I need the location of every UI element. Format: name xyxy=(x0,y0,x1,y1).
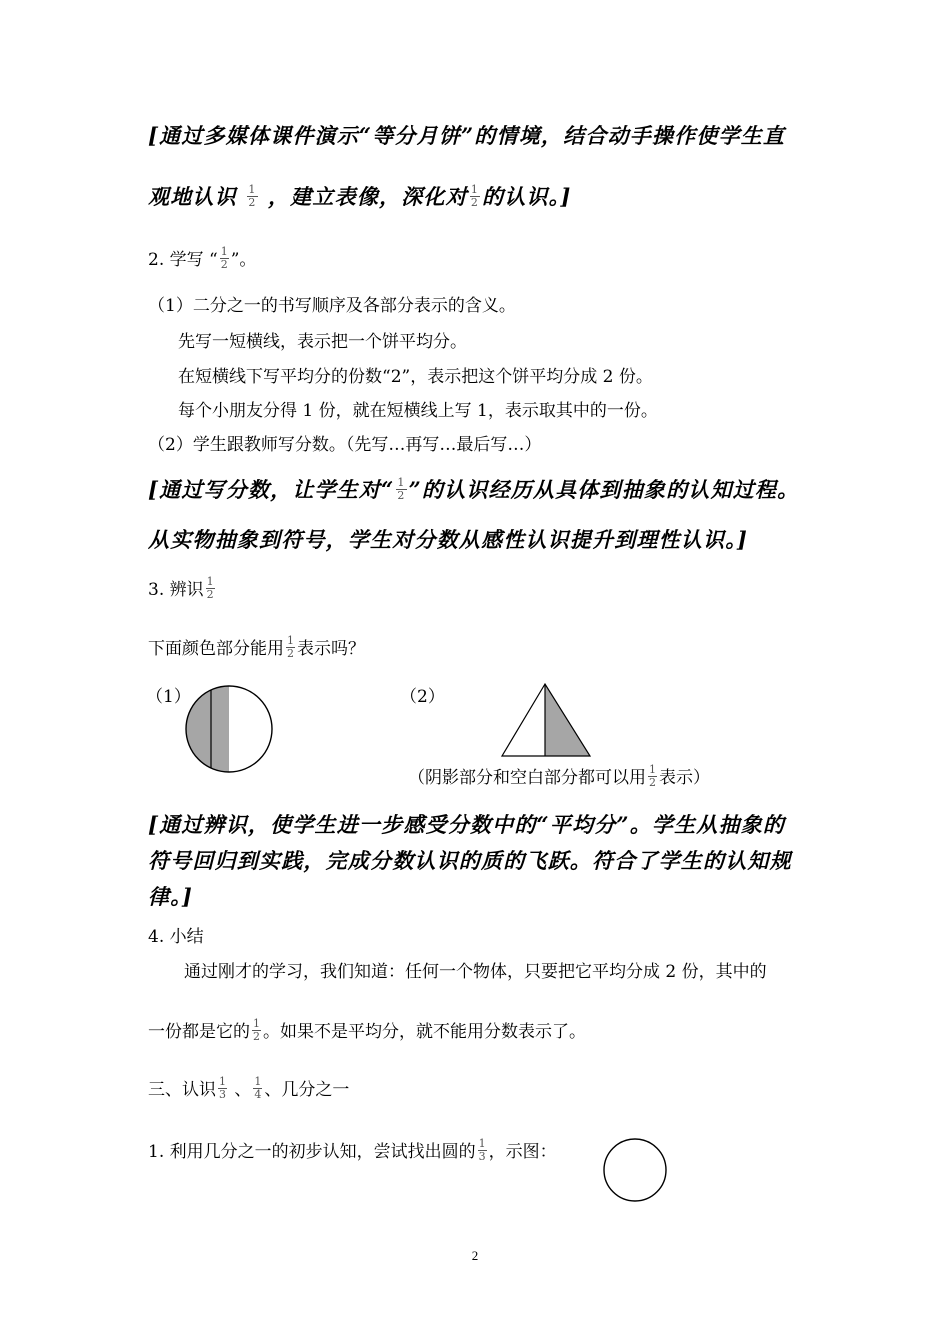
fraction-one-half: $\frac{1}{2}$ xyxy=(287,634,294,660)
teaching-note-3-line-2: 符号回归到实践，完成分数认识的质的飞跃。符合了学生的认知规 xyxy=(148,848,792,873)
fraction-one-third: $\frac{1}{3}$ xyxy=(478,1137,486,1163)
fraction-one-half: $\frac{1}{2}$ xyxy=(206,575,214,601)
circle-outline xyxy=(604,1139,666,1201)
section-2-paragraph-1: （1）二分之一的书写顺序及各部分表示的含义。 xyxy=(148,296,516,316)
fraction-one-half: $\frac{1}{2}$ xyxy=(253,1017,260,1043)
section-2-paragraph-5: （2）学生跟教师写分数。（先写…再写…最后写…） xyxy=(148,435,542,455)
section-4-paragraph-1: 通过刚才的学习，我们知道：任何一个物体，只要把它平均分成 2 份，其中的 xyxy=(184,962,767,982)
section-4-paragraph-2: 一份都是它的 $\frac{1}{2}$ 。如果不是平均分，就不能用分数表示了。 xyxy=(148,1017,586,1043)
teaching-note-2-line-2: 从实物抽象到符号，学生对分数从感性认识提升到理性认识。] xyxy=(148,527,749,552)
note-text: ，建立表像，深化对 xyxy=(259,184,468,209)
fraction-one-quarter: $\frac{1}{4}$ xyxy=(254,1075,262,1101)
teaching-note-2-line-1: [通过写分数，让学生对“ $\frac{1}{2}$ ”的认识经历从具体到抽象的认知过程。 xyxy=(148,476,800,502)
figure-2-caption: （阴影部分和空白部分都可以用 $\frac{1}{2}$ 表示） xyxy=(408,763,710,789)
teaching-note-3-line-3: 律。] xyxy=(148,884,194,909)
figure-2-label: （2） xyxy=(400,687,445,707)
note-text: 观地认识 xyxy=(148,184,246,209)
fraction-one-third: $\frac{1}{3}$ xyxy=(219,1075,226,1101)
note-text: 的认识。] xyxy=(482,184,572,209)
section-3-title: 3. 辨识 $\frac{1}{2}$ xyxy=(148,575,214,601)
fraction-one-half: $\frac{1}{2}$ xyxy=(248,183,257,209)
fraction-one-half: $\frac{1}{2}$ xyxy=(649,763,656,789)
teaching-note-1-line-1: [通过多媒体课件演示“等分月饼”的情境，结合动手操作使学生直 xyxy=(148,123,786,148)
fraction-one-half: $\frac{1}{2}$ xyxy=(220,245,228,271)
teaching-note-3-line-1: [通过辨识，使学生进一步感受分数中的“平均分”。学生从抽象的 xyxy=(148,812,786,837)
teaching-note-1-line-2 xyxy=(148,183,572,211)
figure-1-label: （1） xyxy=(146,687,191,707)
section-2-paragraph-2: 先写一短横线，表示把一个饼平均分。 xyxy=(178,332,467,352)
part-3-item-1: 1. 利用几分之一的初步认知，尝试找出圆的 $\frac{1}{3}$ ，示图： xyxy=(148,1137,557,1163)
page-number: 2 xyxy=(471,1248,479,1263)
part-3-title: 三、认识 $\frac{1}{3}$ 、 $\frac{1}{4}$ 、几分之一 xyxy=(148,1075,350,1101)
section-3-question: 下面颜色部分能用 $\frac{1}{2}$ 表示吗？ xyxy=(148,634,365,660)
section-2-paragraph-4: 每个小朋友分得 1 份，就在短横线上写 1，表示取其中的一份。 xyxy=(178,401,658,421)
section-2-paragraph-3: 在短横线下写平均分的份数“2”，表示把这个饼平均分成 2 份。 xyxy=(178,367,653,387)
fraction-one-half: $\frac{1}{2}$ xyxy=(397,476,406,502)
fraction-one-half: $\frac{1}{2}$ xyxy=(470,183,480,209)
circle-cover xyxy=(184,684,274,774)
section-2-title: 2. 学写 “ $\frac{1}{2}$ ”。 xyxy=(148,245,257,271)
half-shaded-triangle-figure xyxy=(500,682,592,758)
section-4-title: 4. 小结 xyxy=(148,927,204,947)
empty-circle-figure xyxy=(601,1137,669,1203)
